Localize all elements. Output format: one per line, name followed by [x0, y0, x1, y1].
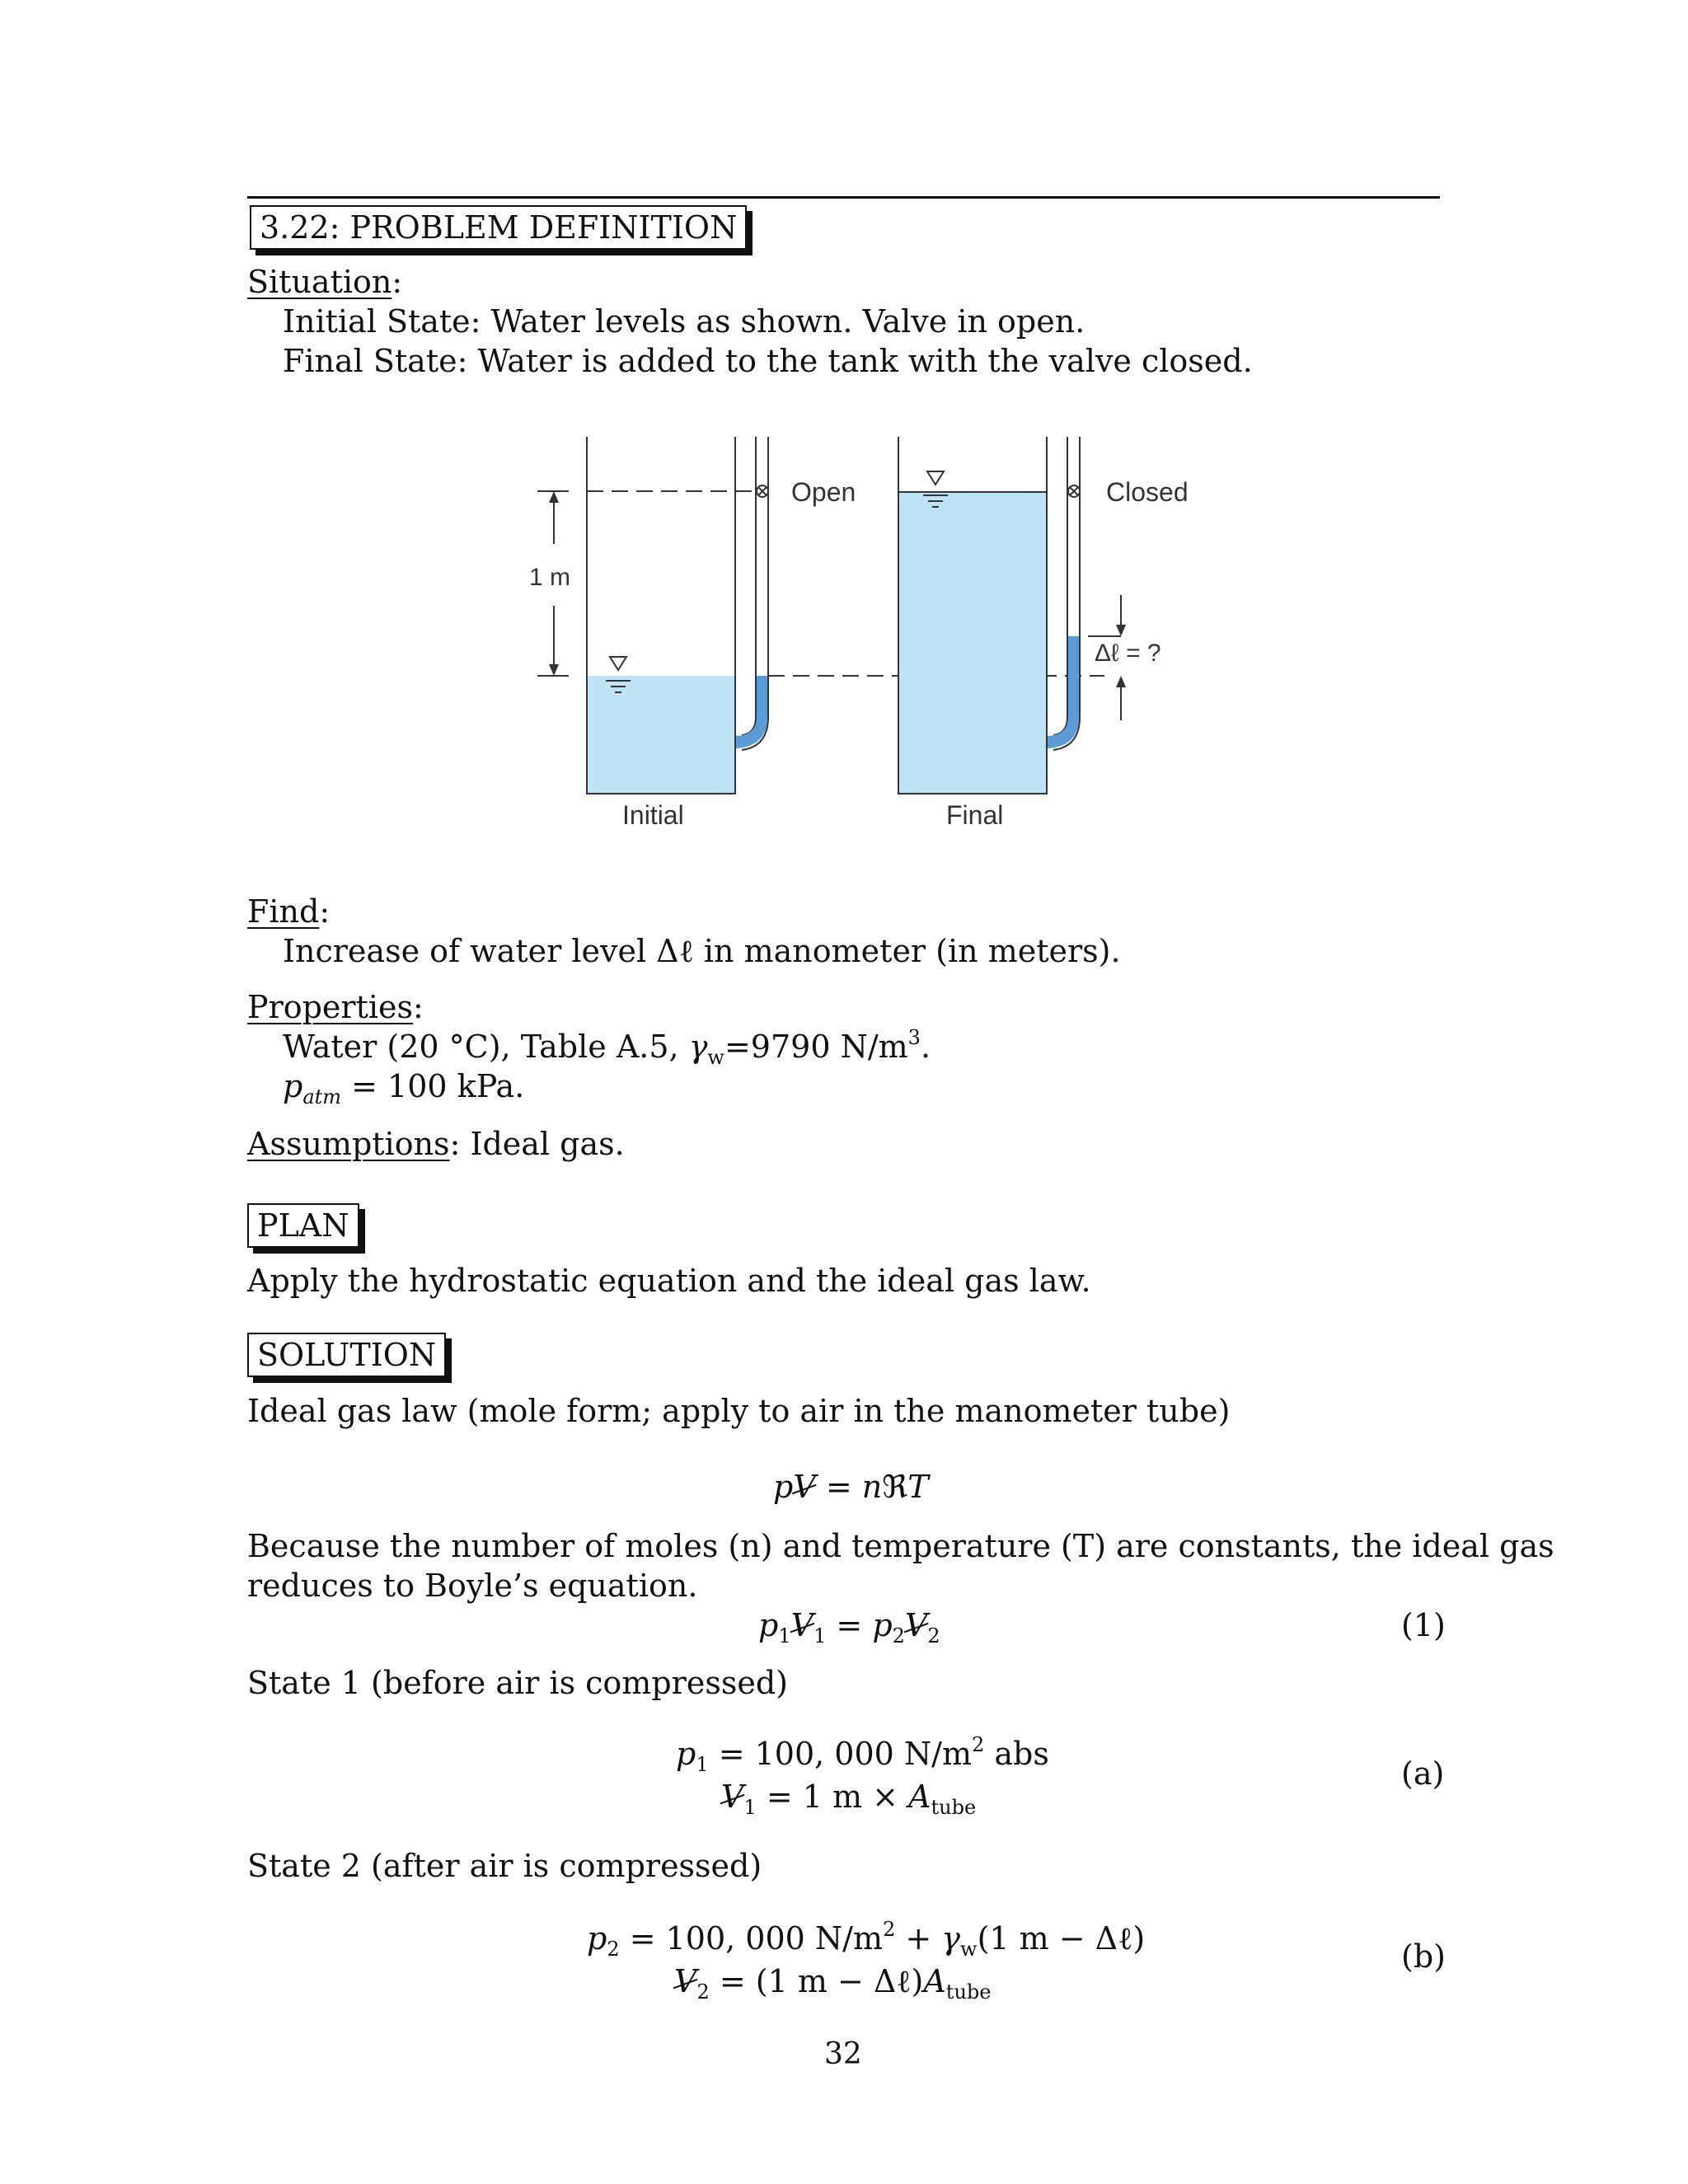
properties-label: Properties [247, 989, 414, 1025]
state2-v-value: = (1 m − Δℓ) [719, 1963, 924, 1999]
assumptions-text: Ideal gas. [470, 1126, 625, 1162]
find-label: Find [247, 893, 320, 930]
state2-p-value: = 100, 000 N/m [629, 1920, 884, 1957]
state2-pressure: $p_2 = 100$, 000 $N/m^2 + \gamma_w(1$ m − Δℓ) [587, 1918, 1146, 1961]
state1-v-value: = 1 m × [766, 1779, 909, 1815]
properties-patm-line: $p_{atm} = 100$ kPa. [283, 1068, 525, 1108]
final-state-text: Final State: Water is added to the tank with the valve closed. [283, 343, 1253, 379]
find-heading: Find: [247, 893, 331, 930]
valve-open-label: Open [791, 477, 856, 507]
state2-volume: $V_2 = (1$ $m - \Delta\ell)A_{tube}$ [674, 1963, 992, 2004]
properties-water-line: Water (20 °C), Table A.5, $\gamma_w=9790$ $N/m^3$. [283, 1026, 931, 1069]
final-tank-water [898, 492, 1047, 794]
ideal-gas-equation: pV = nℜT [773, 1469, 929, 1505]
page-number: 32 [824, 2037, 862, 2071]
header-rule [247, 196, 1440, 199]
situation-label: Situation [247, 264, 392, 300]
assumptions-label: Assumptions [247, 1126, 450, 1162]
section-title-problem-definition: 3.22: PROBLEM DEFINITION [250, 205, 747, 250]
patm-value: = 100 kPa. [351, 1068, 525, 1104]
boyle-equation: $p_1V_1 = p_2V_2$ [758, 1607, 940, 1647]
solution-title: SOLUTION [247, 1333, 446, 1377]
state1-abs: abs [994, 1736, 1049, 1772]
equation-number-a: (a) [1401, 1755, 1445, 1792]
tank-manometer-figure [495, 420, 1236, 849]
solution-intro: Ideal gas law (mole form; apply to air in the manometer tube) [247, 1393, 1231, 1429]
dimension-label: 1 m [529, 564, 571, 591]
final-caption: Final [946, 800, 1004, 830]
equation-number-1: (1) [1401, 1607, 1446, 1643]
boyle-text-line2: reduces to Boyle’s equation. [247, 1568, 698, 1604]
state2-p-tail: (1 m − Δℓ) [977, 1920, 1146, 1957]
properties-water-pre: Water (20 °C), Table A.5, [283, 1029, 689, 1065]
state2-label: State 2 (after air is compressed) [247, 1848, 762, 1884]
initial-surface-triangle-icon [610, 657, 626, 670]
equation-number-b: (b) [1401, 1938, 1446, 1975]
delta-label: Δℓ = ? [1095, 640, 1161, 667]
plan-text: Apply the hydrostatic equation and the ideal gas law. [247, 1263, 1091, 1299]
initial-state-text: Initial State: Water levels as shown. Valve in open. [283, 303, 1085, 340]
initial-tank-water [587, 676, 735, 794]
find-text: Increase of water level Δℓ in manometer (in meters). [283, 933, 1121, 969]
properties-water-post: =9790 N/m [724, 1029, 908, 1065]
initial-caption: Initial [622, 800, 684, 830]
state1-pressure: $p_1 = 100$, 000 $N/m^2$ abs [676, 1733, 1049, 1776]
boyle-text-line1: Because the number of moles (n) and temperature (T) are constants, the ideal gas [247, 1528, 1554, 1564]
properties-heading: Properties: [247, 989, 424, 1025]
plan-title: PLAN [247, 1203, 359, 1248]
situation-heading: Situation: [247, 264, 403, 300]
state1-p-value: = 100, 000 N/m [718, 1736, 973, 1772]
state1-label: State 1 (before air is compressed) [247, 1665, 788, 1701]
assumptions-line: Assumptions: Ideal gas. [247, 1126, 625, 1162]
final-tube-water [1048, 636, 1079, 748]
state1-volume: $V_1 = 1$ $m \times A_{tube}$ [721, 1779, 977, 1819]
valve-closed-label: Closed [1106, 477, 1189, 507]
final-surface-triangle-icon [927, 471, 944, 485]
